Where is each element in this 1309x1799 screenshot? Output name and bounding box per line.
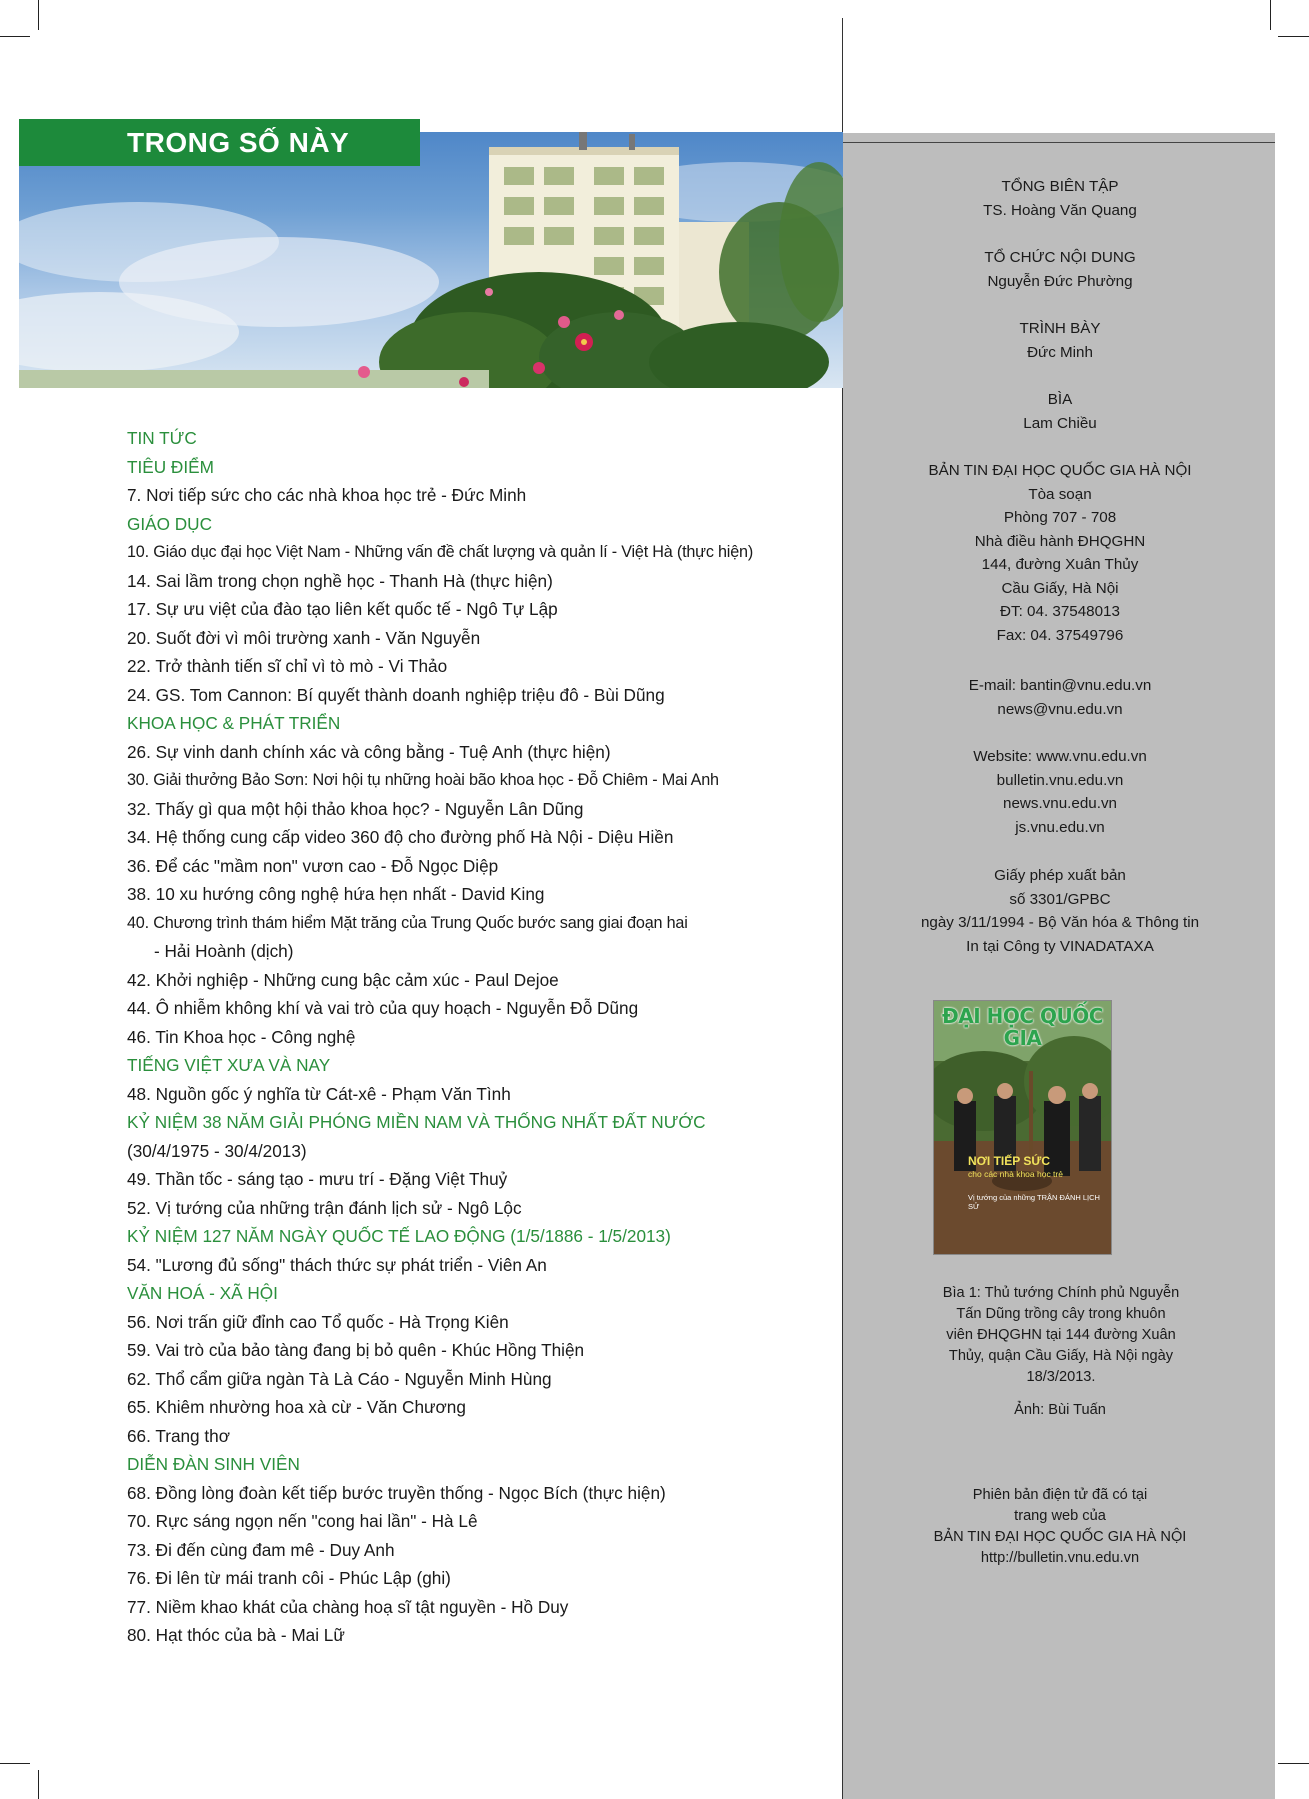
toc-item: 38. 10 xu hướng công nghệ hứa hẹn nhất - David King	[127, 884, 545, 904]
toc-item: 36. Để các "mầm non" vươn cao - Đỗ Ngọc Diệp	[127, 855, 499, 876]
editor-name: TS. Hoàng Văn Quang	[983, 201, 1137, 219]
toc-item: 80. Hạt thóc của bà - Mai Lữ	[127, 1625, 345, 1645]
license-line: số 3301/GPBC	[1009, 890, 1111, 908]
toc-section-heading: VĂN HOÁ - XÃ HỘI	[127, 1283, 278, 1303]
crop-mark	[0, 1763, 30, 1764]
toc-item: 68. Đồng lòng đoàn kết tiếp bước truyền thống - Ngọc Bích (thực hiện)	[127, 1482, 666, 1503]
website-line: news.vnu.edu.vn	[1003, 795, 1117, 812]
crop-mark	[0, 36, 30, 37]
crop-mark	[1270, 0, 1271, 30]
toc-section-heading: TIẾNG VIỆT XƯA VÀ NAY	[127, 1055, 331, 1075]
license-line: In tại Công ty VINADATAXA	[966, 937, 1154, 955]
email-line: E-mail: bantin@vnu.edu.vn	[968, 677, 1152, 694]
toc-item: 10. Giáo dục đại học Việt Nam - Những vấn đề chất lượng và quản lí - Việt Hà (thực hiện)	[127, 543, 754, 561]
caption-line: Bìa 1: Thủ tướng Chính phủ Nguyễn	[942, 1285, 1180, 1301]
toc-item: 26. Sự vinh danh chính xác và công bằng - Tuệ Anh (thực hiện)	[127, 741, 611, 762]
cover-teaser: Vị tướng của những TRẬN ĐÁNH LỊCH SỬ	[968, 1193, 1100, 1211]
toc-item: 54. "Lương đủ sống" thách thức sự phát triển - Viên An	[127, 1254, 547, 1275]
toc-section-heading: TIN TỨC	[127, 428, 197, 448]
email-block	[860, 674, 1260, 721]
toc-item: 32. Thấy gì qua một hội thảo khoa học? - Nguyễn Lân Dũng	[127, 798, 584, 819]
office-address	[860, 459, 1260, 647]
toc-item: 30. Giải thưởng Bảo Sơn: Nơi hội tụ những hoài bão khoa học - Đỗ Chiêm - Mai Anh	[127, 771, 719, 789]
toc-item: 7. Nơi tiếp sức cho các nhà khoa học trẻ - Đức Minh	[127, 485, 527, 505]
content-name: Nguyễn Đức Phường	[987, 272, 1133, 290]
online-line: BẢN TIN ĐẠI HỌC QUỐC GIA HÀ NỘI	[933, 1529, 1187, 1545]
caption-line: Thủy, quận Cầu Giấy, Hà Nội ngày	[948, 1348, 1174, 1364]
office-line: Phòng 707 - 708	[1003, 509, 1117, 526]
toc-item: 56. Nơi trấn giữ đỉnh cao Tổ quốc - Hà Trọng Kiên	[127, 1311, 509, 1332]
crop-mark	[1278, 1763, 1309, 1764]
license-line: ngày 3/11/1994 - Bộ Văn hóa & Thông tin	[920, 914, 1200, 931]
website-line: bulletin.vnu.edu.vn	[996, 771, 1124, 789]
website-line: Website: www.vnu.edu.vn	[973, 748, 1147, 765]
cover-subhead: cho các nhà khoa học trẻ	[968, 1169, 1063, 1179]
cover-headline: NƠI TIẾP SỨC	[968, 1154, 1050, 1168]
toc-item: 49. Thần tốc - sáng tạo - mưu trí - Đặng Việt Thuỷ	[127, 1169, 508, 1189]
caption-line: Tấn Dũng trồng cây trong khuôn	[956, 1306, 1166, 1322]
toc-item: 17. Sự ưu việt của đào tạo liên kết quốc tế - Ngô Tự Lập	[127, 599, 558, 619]
layout-name: Đức Minh	[1027, 343, 1093, 361]
photo-credit: Ảnh: Bùi Tuấn	[1014, 1402, 1106, 1418]
toc-item: 62. Thổ cẩm giữa ngàn Tà Là Cáo - Nguyễn Minh Hùng	[127, 1368, 552, 1389]
toc-section-heading: KHOA HỌC & PHÁT TRIỂN	[127, 713, 341, 733]
toc-item: 52. Vị tướng của những trận đánh lịch sử - Ngô Lộc	[127, 1197, 522, 1218]
toc-item: 70. Rực sáng ngọn nến "cong hai lần" - Hà Lê	[127, 1511, 478, 1531]
office-line: BẢN TIN ĐẠI HỌC QUỐC GIA HÀ NỘI	[928, 462, 1192, 479]
toc-item: 66. Trang thơ	[127, 1425, 230, 1446]
toc-section-heading: KỶ NIỆM 127 NĂM NGÀY QUỐC TẾ LAO ĐỘNG (1/5/1886 - 1/5/2013)	[127, 1226, 671, 1246]
editor-label: TỔNG BIÊN TẬP	[1001, 178, 1119, 195]
toc-section-heading: DIỄN ĐÀN SINH VIÊN	[127, 1454, 300, 1474]
editor-credit	[860, 175, 1260, 222]
toc-item: 77. Niềm khao khát của chàng hoạ sĩ tật nguyền - Hồ Duy	[127, 1596, 569, 1617]
crop-mark	[38, 0, 39, 30]
crop-mark	[1278, 36, 1309, 37]
online-link[interactable]: http://bulletin.vnu.edu.vn	[980, 1550, 1140, 1566]
layout-credit	[860, 317, 1260, 364]
page-title: TRONG SỐ NÀY	[19, 119, 420, 166]
toc-item: 65. Khiêm nhường hoa xà cừ - Văn Chương	[127, 1397, 466, 1417]
toc-section-heading: TIÊU ĐIỂM	[127, 456, 214, 477]
license-line: Giấy phép xuất bản	[994, 867, 1126, 884]
table-of-contents	[127, 424, 827, 1650]
online-edition	[860, 1485, 1260, 1569]
license-block	[860, 864, 1260, 958]
office-line: Fax: 04. 37549796	[996, 626, 1124, 644]
toc-item: 59. Vai trò của bảo tàng đang bị bỏ quên - Khúc Hồng Thiện	[127, 1340, 585, 1360]
website-block	[860, 745, 1260, 839]
cover-label: BÌA	[1047, 391, 1073, 408]
masthead-rule	[843, 142, 1275, 143]
online-line: Phiên bản điện tử đã có tại	[972, 1487, 1148, 1503]
toc-item: 46. Tin Khoa học - Công nghệ	[127, 1026, 356, 1047]
toc-section-heading: GIÁO DỤC	[127, 513, 212, 534]
toc-item: 42. Khởi nghiệp - Những cung bậc cảm xúc - Paul Dejoe	[127, 969, 559, 990]
cover-credit	[860, 388, 1260, 435]
office-line: Cầu Giấy, Hà Nội	[1001, 579, 1119, 597]
cover-name: Lam Chiều	[1023, 414, 1097, 432]
toc-item: 22. Trở thành tiến sĩ chỉ vì tò mò - Vi Thảo	[127, 656, 448, 676]
office-line: Tòa soạn	[1028, 485, 1092, 503]
cover-masthead: ĐẠI HỌC QUỐC GIA	[942, 1004, 1103, 1050]
cover-thumbnail	[933, 1000, 1112, 1255]
toc-item: 20. Suốt đời vì môi trường xanh - Văn Nguyễn	[127, 627, 481, 648]
office-line: Nhà điều hành ĐHQGHN	[974, 532, 1146, 550]
crop-mark	[38, 1770, 39, 1799]
caption-line: viên ĐHQGHN tại 144 đường Xuân	[946, 1327, 1176, 1343]
online-line: trang web của	[1014, 1508, 1106, 1524]
toc-item: 24. GS. Tom Cannon: Bí quyết thành doanh nghiệp triệu đô - Bùi Dũng	[127, 684, 665, 705]
header-photo	[19, 132, 843, 388]
office-line: 144, đường Xuân Thủy	[981, 556, 1139, 573]
website-line: js.vnu.edu.vn	[1015, 818, 1105, 836]
toc-section-heading: KỶ NIỆM 38 NĂM GIẢI PHÓNG MIỀN NAM VÀ THỐNG NHẤT ĐẤT NƯỚC	[127, 1112, 706, 1132]
toc-item: 14. Sai lầm trong chọn nghề học - Thanh Hà (thực hiện)	[127, 570, 553, 591]
office-line: ĐT: 04. 37548013	[1000, 603, 1120, 620]
toc-item: 73. Đi đến cùng đam mê - Duy Anh	[127, 1539, 395, 1560]
content-label: TỔ CHỨC NỘI DUNG	[984, 249, 1136, 266]
toc-item: 76. Đi lên từ mái tranh côi - Phúc Lập (ghi)	[127, 1568, 451, 1588]
email-line: news@vnu.edu.vn	[997, 700, 1123, 718]
toc-item: 48. Nguồn gốc ý nghĩa từ Cát-xê - Phạm Văn Tình	[127, 1083, 511, 1104]
layout-label: TRÌNH BÀY	[1019, 320, 1101, 337]
toc-item: 40. Chương trình thám hiểm Mặt trăng của Trung Quốc bước sang giai đoạn hai	[127, 913, 688, 932]
content-credit	[860, 246, 1260, 293]
cover-caption	[880, 1283, 1242, 1388]
toc-item: (30/4/1975 - 30/4/2013)	[127, 1140, 307, 1161]
toc-item: 44. Ô nhiễm không khí và vai trò của quy hoạch - Nguyễn Đỗ Dũng	[127, 998, 639, 1018]
toc-item: 34. Hệ thống cung cấp video 360 độ cho đường phố Hà Nội - Diệu Hiền	[127, 827, 674, 847]
caption-line: 18/3/2013.	[1026, 1369, 1096, 1385]
toc-item-continuation: - Hải Hoành (dịch)	[154, 941, 294, 961]
